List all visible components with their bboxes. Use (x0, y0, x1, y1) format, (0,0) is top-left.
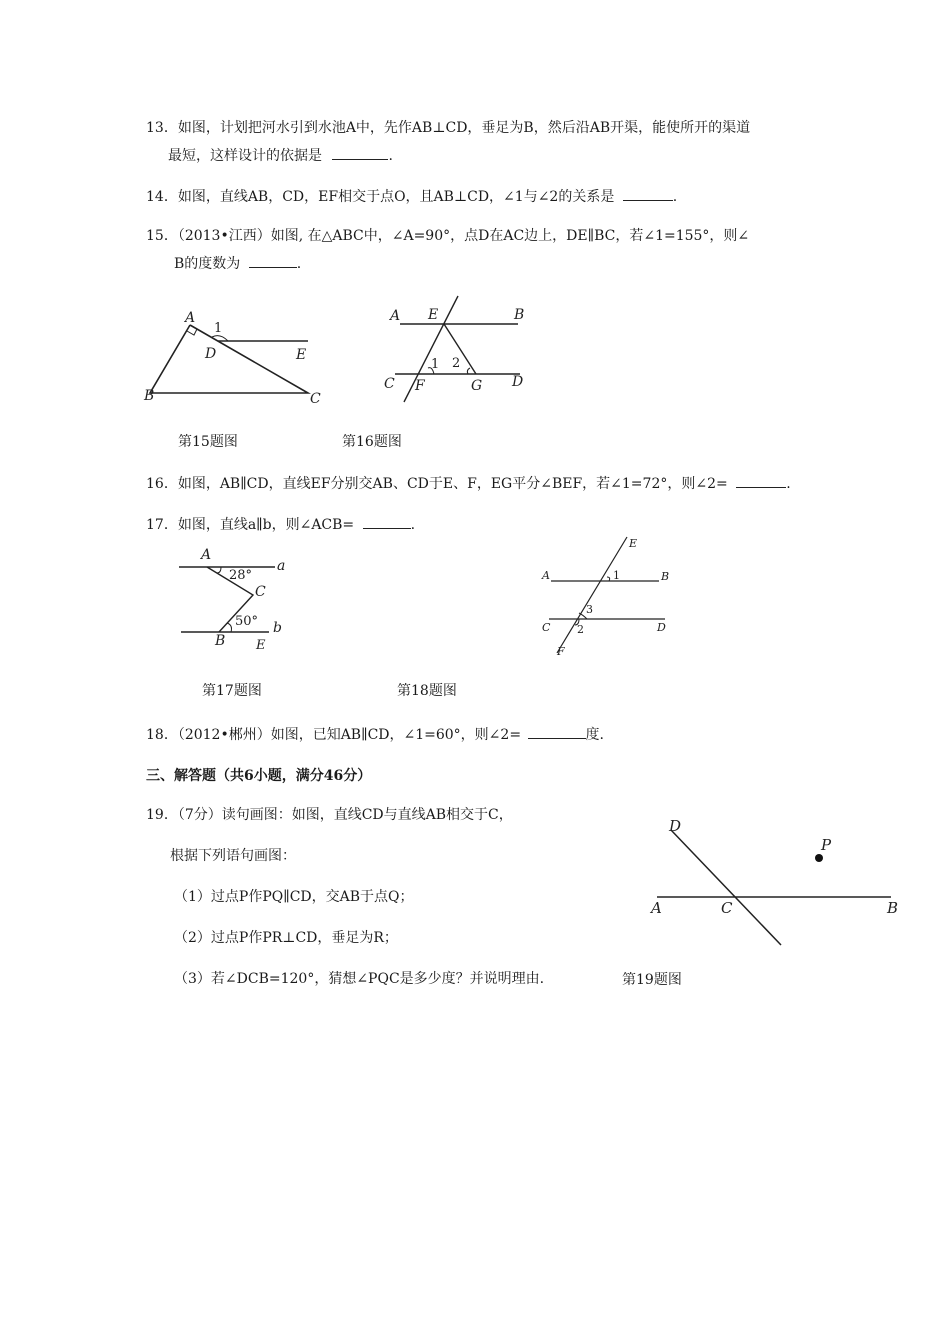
fig19-label-a: A (651, 899, 662, 917)
fig18-label-c: C (542, 621, 551, 634)
fig17-label-line-b: b (273, 620, 282, 636)
figure-15 (130, 305, 330, 415)
fig17-angle28-arc (217, 567, 221, 573)
q13-end: . (388, 148, 393, 164)
fig15-label-1: 1 (214, 321, 223, 336)
section-3-heading: 三、解答题（共6小题，满分46分） (146, 768, 372, 784)
fig17-label-e: E (256, 638, 266, 653)
fig15-label-b: B (144, 388, 155, 404)
q15-line2 (174, 253, 301, 273)
q13-line2-text: 最短，这样设计的依据是 (168, 148, 322, 164)
q16-text: 16．如图，AB∥CD，直线EF分别交AB、CD于E、F，EG平分∠BEF，若∠1=72°，则∠2= (146, 476, 728, 492)
fig18-label-1: 1 (613, 569, 620, 582)
q14-text: 14．如图，直线AB，CD，EF相交于点O，且AB⊥CD，∠1与∠2的关系是 (146, 189, 615, 205)
fig16-label-b: B (514, 307, 525, 323)
figure-19 (645, 812, 910, 952)
fig16-label-2: 2 (452, 356, 461, 371)
fig15-label-a: A (185, 310, 196, 326)
q18-text: 18．（2012•郴州）如图，已知AB∥CD，∠1=60°，则∠2= (146, 727, 522, 743)
fig17-label-a: A (201, 547, 212, 563)
fig19-label-b: B (887, 899, 899, 917)
fig18-label-e: E (629, 537, 638, 550)
fig19-caption: 第19题图 (622, 972, 682, 988)
fig16-label-c: C (384, 376, 395, 392)
fig17-angle50-arc (227, 623, 232, 632)
q17-end: . (410, 517, 416, 533)
q13-answer-blank[interactable] (332, 145, 388, 160)
fig15-label-d: D (205, 346, 217, 362)
q15-line2-text: B的度数为 (174, 256, 241, 272)
fig16-label-g: G (471, 378, 483, 394)
q14-line (146, 186, 677, 206)
fig15-label-c: C (310, 391, 321, 407)
fig18-caption: 第18题图 (397, 683, 457, 699)
q16-answer-blank[interactable] (736, 473, 786, 488)
fig17-label-c: C (255, 584, 266, 600)
fig18-line-ef (557, 537, 627, 653)
fig16-label-f: F (415, 378, 425, 394)
fig19-line-cd (671, 830, 781, 945)
fig17-caption: 第17题图 (202, 683, 262, 699)
q15-line1: 15．（2013•江西）如图, 在△ABC中，∠A=90°，点D在AC边上，DE∥BC，若∠1=155°，则∠ (146, 228, 750, 244)
fig19-label-d: D (669, 817, 682, 835)
q15-end: . (296, 256, 302, 272)
fig18-label-2: 2 (577, 623, 584, 636)
q17-line (146, 514, 415, 534)
fig18-label-d: D (657, 621, 666, 634)
fig16-label-1: 1 (431, 357, 440, 372)
fig15-triangle (150, 325, 308, 393)
q19-line1: 19．（7分）读句画图：如图，直线CD与直线AB相交于C， (146, 807, 513, 823)
fig16-label-a: A (390, 308, 401, 324)
fig15-label-e: E (296, 347, 307, 363)
q13-line1: 13．如图，计划把河水引到水池A中，先作AB⊥CD，垂足为B，然后沿AB开渠，能使所开的渠道 (146, 120, 751, 136)
fig17-label-50: 50° (235, 614, 259, 629)
q14-end: . (672, 189, 678, 205)
q14-answer-blank[interactable] (623, 186, 673, 201)
q16-end: . (786, 476, 791, 492)
q18-end: 度. (585, 727, 604, 743)
q16-line (146, 473, 791, 493)
fig17-label-line-a: a (277, 558, 286, 574)
fig19-point-p (815, 854, 823, 862)
fig18-label-f: F (557, 645, 565, 658)
fig18-label-b: B (661, 570, 670, 583)
figure-17 (175, 545, 315, 655)
fig16-caption: 第16题图 (342, 434, 402, 450)
fig16-label-e: E (428, 307, 439, 323)
q15-answer-blank[interactable] (249, 253, 297, 268)
q19-line2: 根据下列语句画图： (170, 848, 296, 864)
q18-answer-blank[interactable] (528, 724, 586, 739)
q19-item3: （3）若∠DCB=120°，猜想∠PQC是多少度？并说明理由. (174, 971, 545, 987)
fig16-label-d: D (512, 374, 524, 390)
q19-item2: （2）过点P作PR⊥CD，垂足为R； (174, 930, 398, 946)
fig19-label-p: P (821, 836, 832, 854)
figure-18 (535, 533, 685, 663)
fig18-label-3: 3 (586, 603, 593, 616)
fig18-label-a: A (542, 569, 550, 582)
q17-text: 17．如图，直线a∥b，则∠ACB= (146, 517, 355, 533)
q19-item1: （1）过点P作PQ∥CD，交AB于点Q； (174, 889, 414, 905)
q13-line2 (168, 145, 393, 165)
figure-16 (380, 292, 530, 407)
fig19-label-c: C (721, 899, 733, 917)
fig15-caption: 第15题图 (178, 434, 238, 450)
q17-answer-blank[interactable] (363, 514, 411, 529)
fig15-right-angle-mark (187, 329, 197, 335)
q18-line (146, 724, 604, 744)
fig17-label-28: 28° (229, 568, 253, 583)
fig16-angle2-arc (467, 368, 470, 374)
fig17-label-b: B (215, 633, 226, 649)
